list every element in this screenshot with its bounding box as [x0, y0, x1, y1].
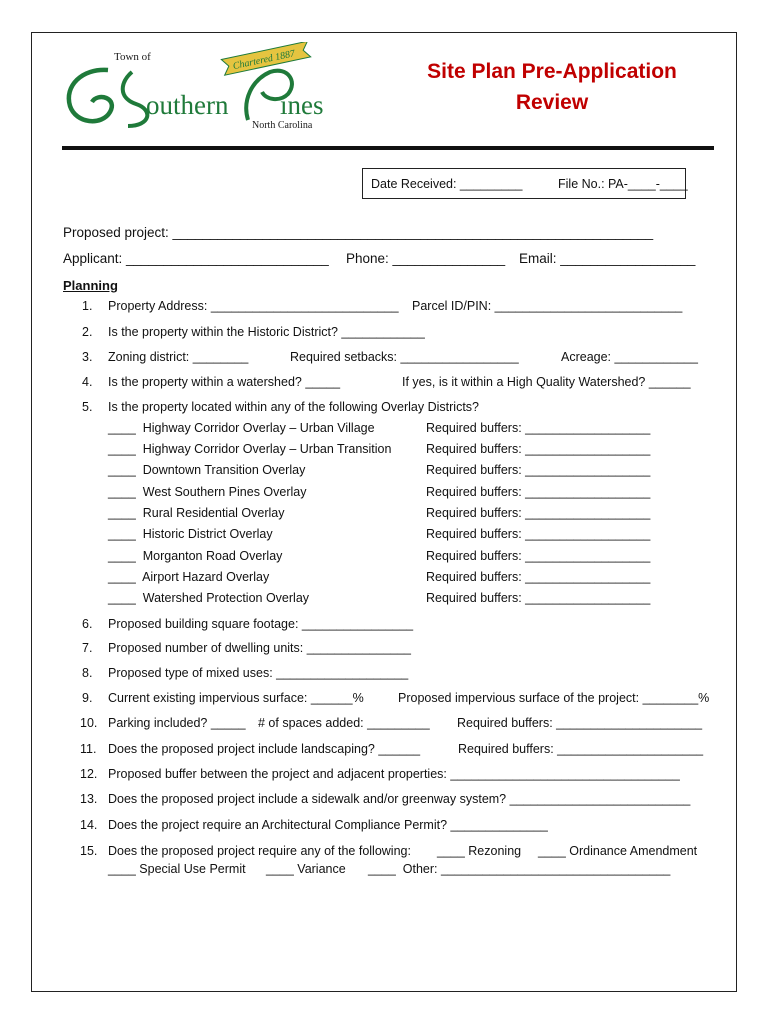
ordinance-amendment-option[interactable]: ____ Ordinance Amendment [538, 844, 698, 858]
parking-buffers-field[interactable]: Required buffers: _____________________ [457, 716, 703, 730]
q15-number: 15. [80, 844, 98, 858]
historic-district-field[interactable]: Is the property within the Historic District? ____________ [108, 325, 425, 339]
header-divider [62, 146, 714, 150]
other-option-field[interactable]: ____ Other: _________________________________ [368, 862, 671, 876]
landscaping-buffers-field[interactable]: Required buffers: _____________________ [458, 742, 704, 756]
logo-name-ines: ines [280, 90, 324, 120]
buffers-urban-transition[interactable]: Required buffers: __________________ [426, 442, 651, 456]
overlay-historic-district[interactable]: ____ Historic District Overlay [108, 527, 273, 541]
q3-number: 3. [82, 350, 93, 364]
proposed-impervious-field[interactable]: Proposed impervious surface of the project: ________% [398, 691, 710, 705]
q7-number: 7. [82, 641, 93, 655]
q8-number: 8. [82, 666, 93, 680]
building-square-footage-field[interactable]: Proposed building square footage: ________________ [108, 617, 414, 631]
proposed-project-field[interactable]: Proposed project: ________________________________________________________________ [63, 225, 654, 240]
q12-number: 12. [80, 767, 98, 781]
logo-name-outhern: outhern [146, 90, 229, 120]
office-use-box [362, 168, 686, 199]
planning-heading: Planning [63, 278, 118, 293]
q11-number: 11. [80, 742, 97, 756]
dwelling-units-field[interactable]: Proposed number of dwelling units: _______________ [108, 641, 412, 655]
buffers-airport-hazard[interactable]: Required buffers: __________________ [426, 570, 651, 584]
landscaping-field[interactable]: Does the proposed project include landscaping? ______ [108, 742, 421, 756]
q13-number: 13. [80, 792, 98, 806]
buffers-rural-residential[interactable]: Required buffers: __________________ [426, 506, 651, 520]
overlay-urban-transition[interactable]: ____ Highway Corridor Overlay – Urban Transition [108, 442, 392, 456]
q14-number: 14. [80, 818, 98, 832]
date-received-field[interactable]: Date Received: _________ [371, 177, 523, 191]
q9-number: 9. [82, 691, 93, 705]
overlay-west-southern-pines[interactable]: ____ West Southern Pines Overlay [108, 485, 307, 499]
form-title [362, 56, 742, 118]
buffers-historic-district[interactable]: Required buffers: __________________ [426, 527, 651, 541]
q6-number: 6. [82, 617, 93, 631]
buffers-watershed-protection[interactable]: Required buffers: __________________ [426, 591, 651, 605]
overlay-morganton-road[interactable]: ____ Morganton Road Overlay [108, 549, 283, 563]
zoning-district-field[interactable]: Zoning district: ________ [108, 350, 249, 364]
parcel-id-field[interactable]: Parcel ID/PIN: ___________________________ [412, 299, 683, 313]
sidewalk-greenway-field[interactable]: Does the proposed project include a sidewalk and/or greenway system? __________________________ [108, 792, 691, 806]
overlay-watershed-protection[interactable]: ____ Watershed Protection Overlay [108, 591, 310, 605]
overlay-rural-residential[interactable]: ____ Rural Residential Overlay [108, 506, 285, 520]
applicant-field[interactable]: Applicant: ___________________________ [63, 251, 329, 266]
q10-number: 10. [80, 716, 98, 730]
phone-field[interactable]: Phone: _______________ [346, 251, 506, 266]
town-logo [62, 42, 324, 134]
logo-chartered: Chartered 1887 [231, 48, 297, 73]
q5-number: 5. [82, 400, 93, 414]
chartered-banner-icon [221, 42, 310, 75]
q1-number: 1. [82, 299, 93, 313]
watershed-field[interactable]: Is the property within a watershed? _____ [108, 375, 341, 389]
overlay-districts-question: Is the property located within any of the following Overlay Districts? [108, 400, 480, 414]
logo-town-of: Town of [114, 51, 151, 63]
special-use-permit-option[interactable]: ____ Special Use Permit [108, 862, 246, 876]
overlay-downtown-transition[interactable]: ____ Downtown Transition Overlay [108, 463, 306, 477]
spaces-added-field[interactable]: # of spaces added: _________ [258, 716, 430, 730]
title-line-1: Site Plan Pre-Application [427, 60, 677, 83]
buffers-morganton-road[interactable]: Required buffers: __________________ [426, 549, 651, 563]
property-address-field[interactable]: Property Address: ___________________________ [108, 299, 399, 313]
buffers-west-southern-pines[interactable]: Required buffers: __________________ [426, 485, 651, 499]
swirl-s-icon [69, 70, 112, 121]
overlay-airport-hazard[interactable]: ____ Airport Hazard Overlay [108, 570, 270, 584]
logo-state: North Carolina [252, 120, 313, 131]
buffers-downtown-transition[interactable]: Required buffers: __________________ [426, 463, 651, 477]
q4-number: 4. [82, 375, 93, 389]
q2-number: 2. [82, 325, 93, 339]
existing-impervious-field[interactable]: Current existing impervious surface: ______% [108, 691, 364, 705]
required-setbacks-field[interactable]: Required setbacks: _________________ [290, 350, 519, 364]
parking-included-field[interactable]: Parking included? _____ [108, 716, 246, 730]
high-quality-watershed-field[interactable]: If yes, is it within a High Quality Watershed? ______ [402, 375, 691, 389]
title-line-2: Review [515, 91, 589, 114]
email-field[interactable]: Email: __________________ [519, 251, 696, 266]
acreage-field[interactable]: Acreage: ____________ [561, 350, 698, 364]
requirements-question: Does the proposed project require any of the following: [108, 844, 411, 858]
mixed-uses-field[interactable]: Proposed type of mixed uses: ___________________ [108, 666, 409, 680]
buffers-urban-village[interactable]: Required buffers: __________________ [426, 421, 651, 435]
rezoning-option[interactable]: ____ Rezoning [437, 844, 522, 858]
adjacent-buffer-field[interactable]: Proposed buffer between the project and adjacent properties: _________________________________ [108, 767, 680, 781]
variance-option[interactable]: ____ Variance [266, 862, 346, 876]
overlay-urban-village[interactable]: ____ Highway Corridor Overlay – Urban Village [108, 421, 375, 435]
file-number-field[interactable]: File No.: PA-____-____ [558, 177, 688, 191]
architectural-permit-field[interactable]: Does the project require an Architectural Compliance Permit? ______________ [108, 818, 548, 832]
